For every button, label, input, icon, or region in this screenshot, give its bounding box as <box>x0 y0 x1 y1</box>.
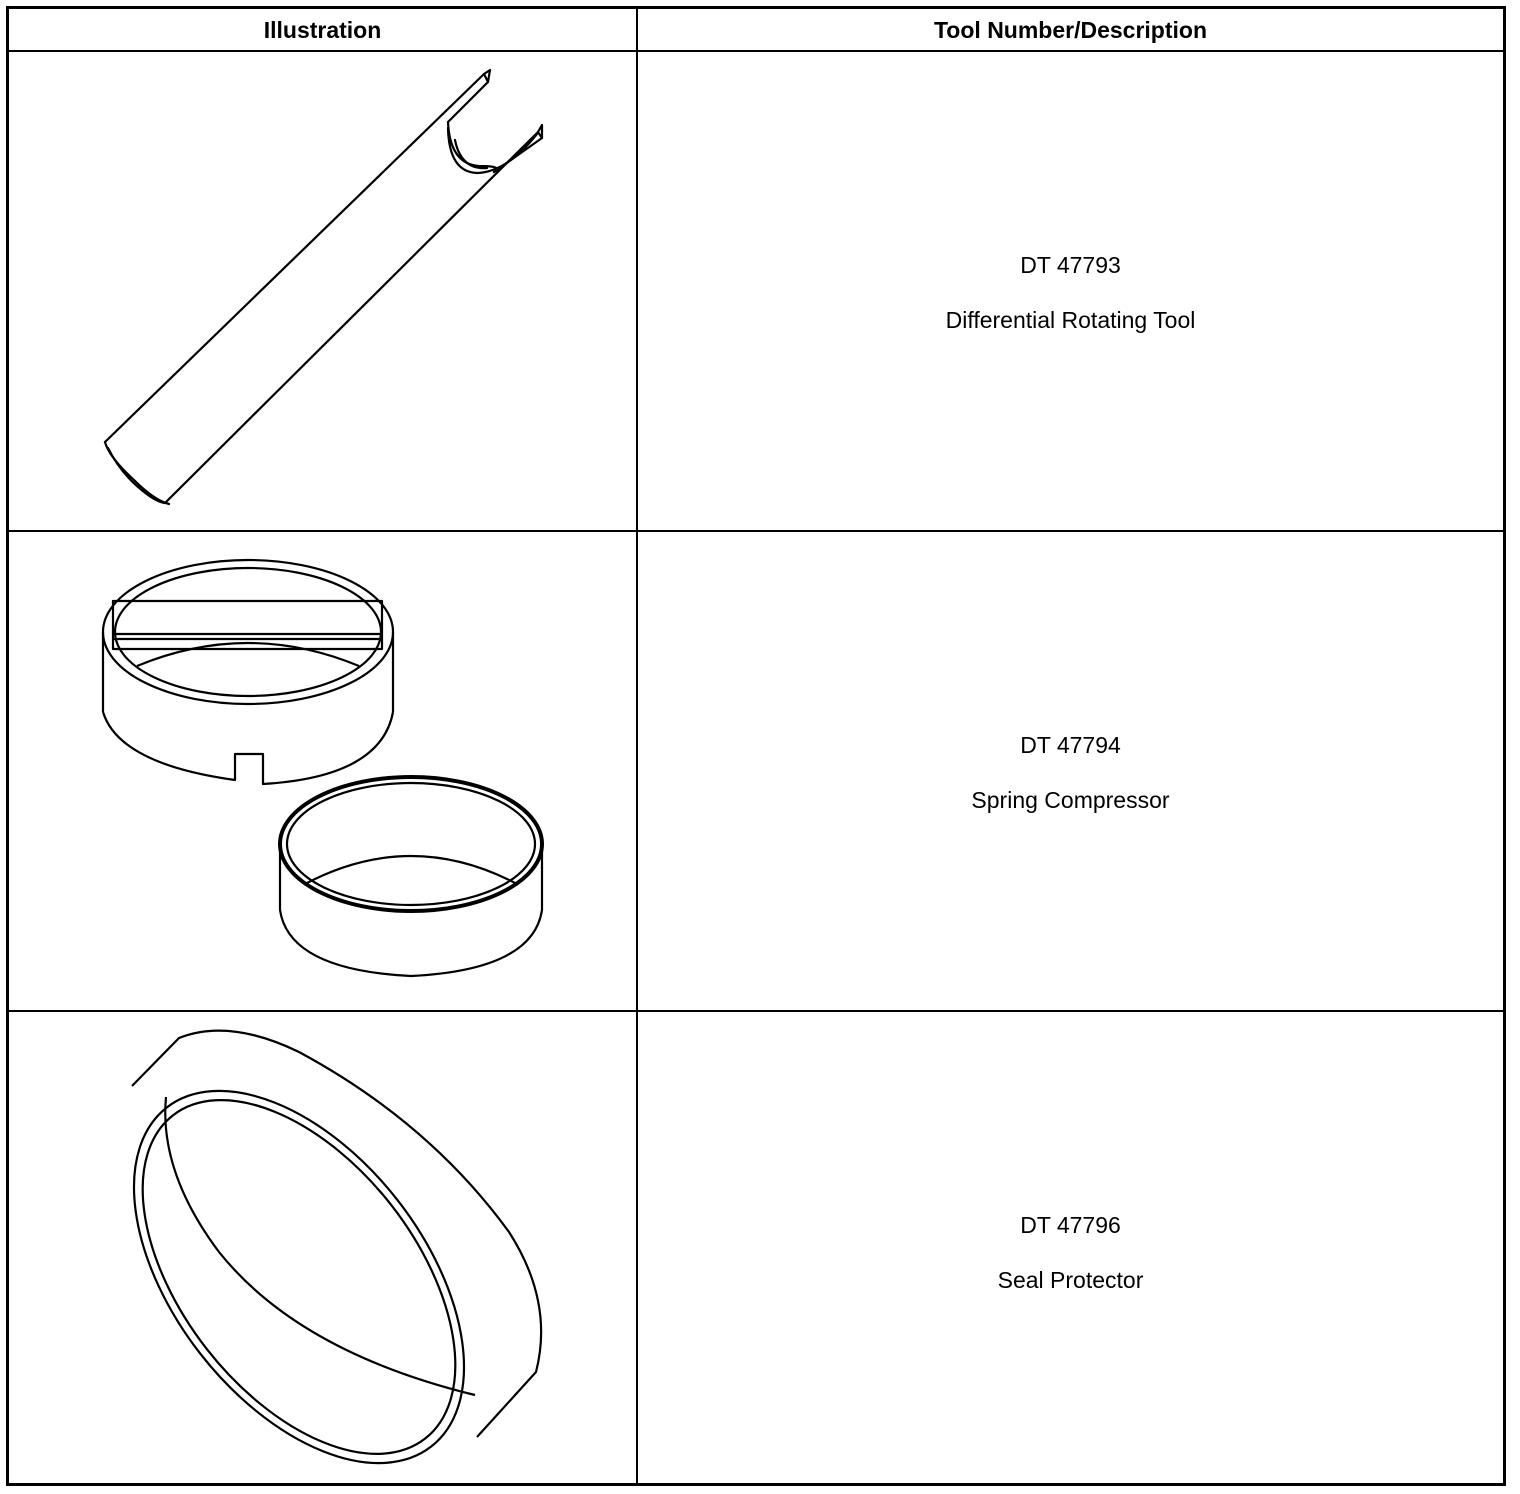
description-cell <box>638 532 1503 1010</box>
table-row <box>9 1012 1503 1483</box>
spring-compressor-icon <box>9 532 636 1010</box>
header-illustration: Illustration <box>263 17 382 43</box>
tool-name: Seal Protector <box>997 1267 1144 1293</box>
column-divider <box>636 9 638 1483</box>
tool-table <box>6 6 1506 1486</box>
description-cell <box>638 1012 1503 1483</box>
tool-name: Spring Compressor <box>971 787 1170 813</box>
seal-protector-icon <box>9 1012 636 1483</box>
table-header-row <box>9 9 1503 52</box>
illustration-cell <box>9 532 636 1010</box>
illustration-cell <box>9 1012 636 1483</box>
tool-number: DT 47796 <box>1020 1212 1121 1238</box>
tool-number: DT 47793 <box>1020 252 1121 278</box>
table-row <box>9 52 1503 532</box>
tool-name: Differential Rotating Tool <box>945 307 1196 333</box>
header-tool-description: Tool Number/Description <box>933 17 1208 43</box>
rotating-tool-icon <box>9 52 636 530</box>
tool-number: DT 47794 <box>1020 732 1121 758</box>
table-row <box>9 532 1503 1012</box>
illustration-cell <box>9 52 636 530</box>
description-cell <box>638 52 1503 530</box>
